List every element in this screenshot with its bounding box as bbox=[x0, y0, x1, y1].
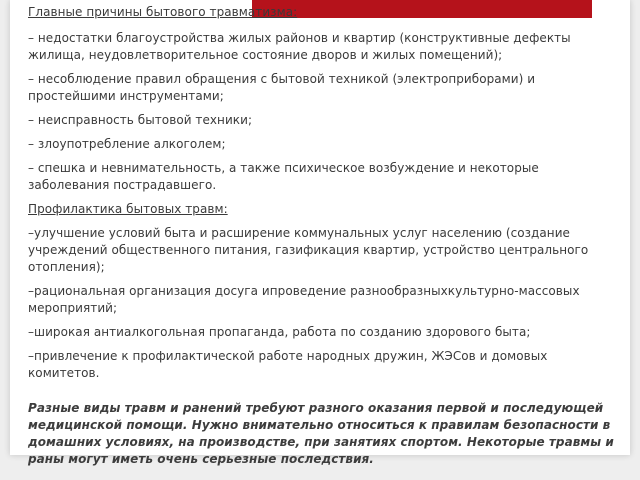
cause-item-5: – спешка и невнимательность, а также психическое возбуждение и некоторые заболевания пострадавшего. bbox=[28, 161, 539, 192]
cause-item-1: – недостатки благоустройства жилых районов и квартир (конструктивные дефекты жилища, неудовлетворительное состояние дворов и жилых помещений); bbox=[28, 31, 571, 62]
causes-heading: Главные причины бытового травматизма: bbox=[28, 5, 298, 19]
prevention-item-2: –рациональная организация досуга ипроведение разнообразныхкультурно-массовых мероприятий; bbox=[28, 284, 580, 315]
cause-item-3: – неисправность бытовой техники; bbox=[28, 113, 253, 127]
conclusion-paragraph: Разные виды травм и ранений требуют разного оказания первой и последующей медицинской помощи. Нужно внимательно относиться к правилам безопасности в домашних условиях, на производстве, при занятиях спортом. Некоторые травмы и раны могут иметь очень серьезные последствия. bbox=[28, 401, 614, 466]
cause-item-4: – злоупотребление алкоголем; bbox=[28, 137, 226, 151]
prevention-item-1: –улучшение условий быта и расширение коммунальных услуг населению (создание учреждений общественного питания, газификация квартир, устройство центрального отопления); bbox=[28, 226, 589, 274]
prevention-item-3: –широкая антиалкогольная пропаганда, работа по созданию здорового быта; bbox=[28, 325, 531, 339]
prevention-heading: Профилактика бытовых травм: bbox=[28, 202, 228, 216]
prevention-item-4: –привлечение к профилактической работе народных дружин, ЖЭСов и домовых комитетов. bbox=[28, 349, 548, 380]
cause-item-2: – несоблюдение правил обращения с бытовой техникой (электроприборами) и простейшими инструментами; bbox=[28, 72, 536, 103]
document-content bbox=[28, 4, 614, 475]
